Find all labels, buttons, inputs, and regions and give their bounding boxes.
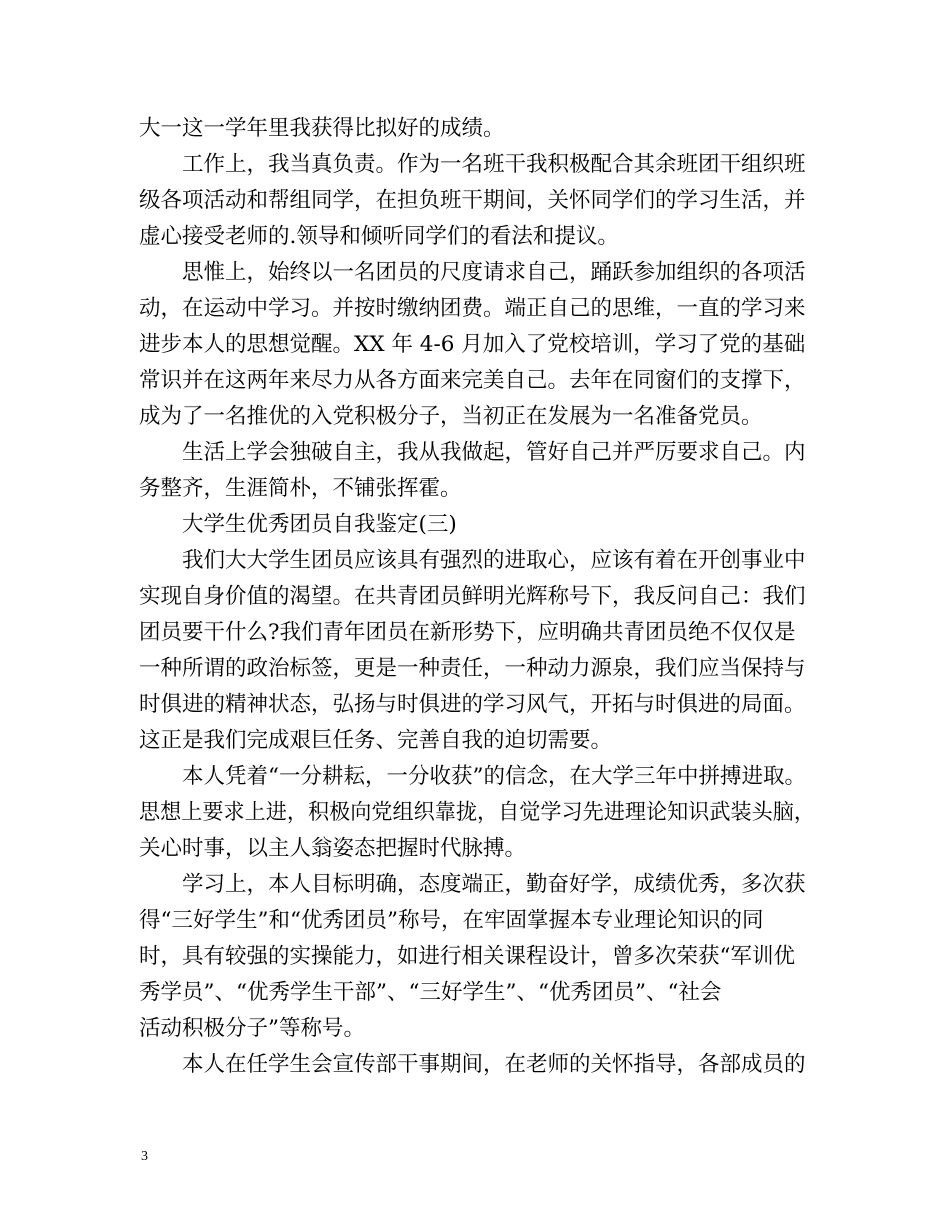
paragraph-start-line: 工作上，我当真负责。作为一名班干我积极配合其余班团干组织班 bbox=[182, 152, 806, 177]
paragraph-start-line: 本人在任学生会宣传部干事期间，在老师的关怀指导，各部成员的 bbox=[182, 1052, 806, 1077]
text-line: 务整齐，生涯简朴，不铺张挥霍。 bbox=[139, 476, 462, 501]
section-heading: 大学生优秀团员自我鉴定(三) bbox=[182, 512, 457, 537]
text-line: 实现自身价值的渴望。在共青团员鲜明光辉称号下，我反问自己：我们 bbox=[139, 584, 806, 609]
paragraph-start-line: 我们大大学生团员应该具有强烈的进取心，应该有着在开创事业中 bbox=[182, 548, 806, 573]
text-line: 活动积极分子”等称号。 bbox=[139, 1016, 365, 1041]
text-line: 虚心接受老师的.领导和倾听同学们的看法和提议。 bbox=[139, 224, 619, 249]
paragraph-start-line: 学习上，本人目标明确，态度端正，勤奋好学，成绩优秀，多次获 bbox=[182, 872, 806, 897]
text-line: 级各项活动和帮组同学，在担负班干期间，关怀同学们的学习生活，并 bbox=[139, 188, 806, 213]
text-line: 这正是我们完成艰巨任务、完善自我的迫切需要。 bbox=[139, 728, 613, 753]
text-line: 常识并在这两年来尽力从各方面来完美自己。去年在同窗们的支撑下， bbox=[139, 368, 806, 393]
page-number: 3 bbox=[141, 1149, 148, 1164]
text-line: 进步本人的思想觉醒。XX 年 4-6 月加入了党校培训，学习了党的基础 bbox=[139, 332, 806, 357]
text-line: 得“三好学生”和“优秀团员”称号，在牢固掌握本专业理论知识的同 bbox=[139, 908, 764, 933]
text-line: 时，具有较强的实操能力，如进行相关课程设计，曾多次荣获“军训优 bbox=[139, 944, 795, 969]
text-line: 秀学员”、“优秀学生干部”、“三好学生”、“优秀团员”、“社会 bbox=[139, 980, 722, 1005]
paragraph-start-line: 生活上学会独破自主，我从我做起，管好自己并严厉要求自己。内 bbox=[182, 440, 806, 465]
paragraph-start-line: 思惟上，始终以一名团员的尺度请求自己，踊跃参加组织的各项活 bbox=[182, 260, 806, 285]
text-line: 时俱进的精神状态，弘扬与时俱进的学习风气，开拓与时俱进的局面。 bbox=[139, 692, 806, 717]
text-line: 成为了一名推优的入党积极分子，当初正在发展为一名准备党员。 bbox=[139, 404, 763, 429]
text-line: 动，在运动中学习。并按时缴纳团费。端正自己的思维，一直的学习来 bbox=[139, 296, 806, 321]
text-line: 大一这一学年里我获得比拟好的成绩。 bbox=[139, 116, 505, 141]
text-line: 团员要干什么?我们青年团员在新形势下，应明确共青团员绝不仅仅是 bbox=[139, 620, 796, 645]
paragraph-start-line: 本人凭着“一分耕耘，一分收获”的信念，在大学三年中拼搏进取。 bbox=[182, 764, 806, 789]
text-line: 关心时事，以主人翁姿态把握时代脉搏。 bbox=[139, 836, 527, 861]
text-line: 思想上要求上进，积极向党组织靠拢，自觉学习先进理论知识武装头脑， bbox=[139, 800, 816, 825]
text-line: 一种所谓的政治标签，更是一种责任，一种动力源泉，我们应当保持与 bbox=[139, 656, 806, 681]
